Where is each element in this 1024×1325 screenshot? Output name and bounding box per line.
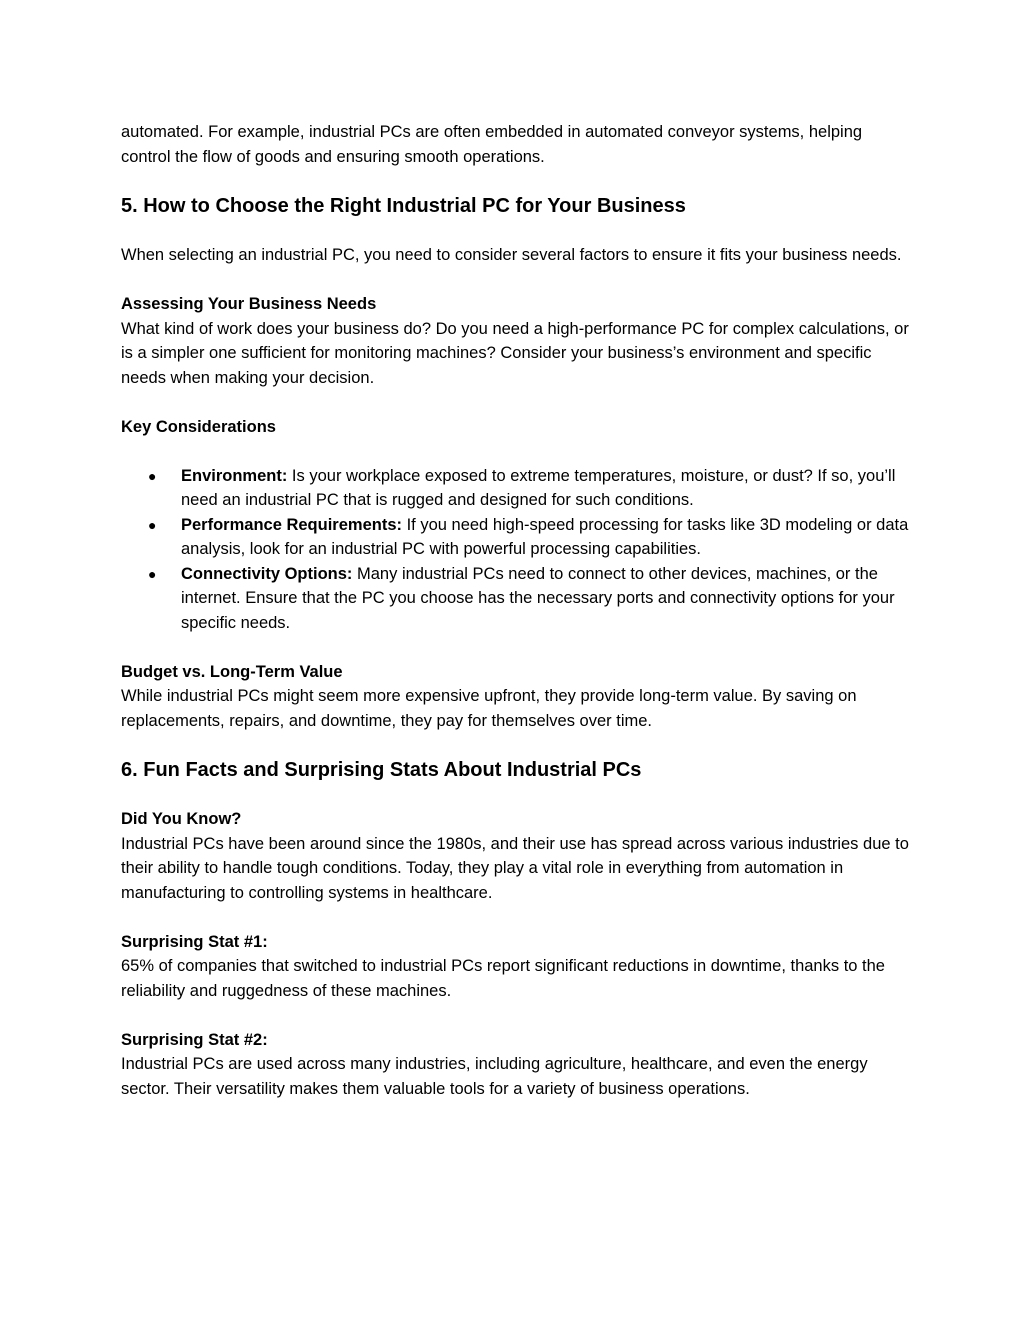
list-item-label: Environment: xyxy=(181,466,288,485)
list-item xyxy=(148,513,911,562)
did-you-know-heading: Did You Know? xyxy=(121,810,242,828)
list-item-label: Connectivity Options: xyxy=(181,564,353,583)
section-5-intro: When selecting an industrial PC, you need to consider several factors to ensure it fits your business needs. xyxy=(121,246,902,264)
assessing-heading: Assessing Your Business Needs xyxy=(121,295,377,313)
stat-1-body: 65% of companies that switched to industrial PCs report significant reductions in downtime, thanks to the reliability and ruggedness of these machines. xyxy=(121,957,885,1000)
bullet-icon: ● xyxy=(148,516,157,533)
did-you-know-block xyxy=(121,807,911,905)
bullet-icon: ● xyxy=(148,565,157,582)
stat-1-heading: Surprising Stat #1: xyxy=(121,932,268,951)
key-considerations-list xyxy=(121,464,911,636)
stat-2-block xyxy=(121,1028,911,1102)
budget-block xyxy=(121,660,911,734)
section-5-title: 5. How to Choose the Right Industrial PC for Your Business xyxy=(121,195,686,217)
assessing-block xyxy=(121,292,911,390)
list-item-label: Performance Requirements: xyxy=(181,515,402,534)
list-item xyxy=(148,562,911,636)
list-item-text: If you need high-speed processing for tasks like 3D modeling or data analysis, look for an industrial PC with powerful processing capabilities. xyxy=(181,515,909,558)
list-item-text: Many industrial PCs need to connect to other devices, machines, or the internet. Ensure that the PC you choose has the necessary ports and connectivity options for your specific needs. xyxy=(181,564,895,632)
budget-heading: Budget vs. Long-Term Value xyxy=(121,662,343,681)
stat-2-heading: Surprising Stat #2: xyxy=(121,1030,268,1049)
budget-body: While industrial PCs might seem more expensive upfront, they provide long-term value. By saving on replacements, repairs, and downtime, they pay for themselves over time. xyxy=(121,687,857,730)
did-you-know-body: Industrial PCs have been around since the 1980s, and their use has spread across various industries due to their ability to handle tough conditions. Today, they play a vital role in everything from automation in manufacturing to controlling systems in healthcare. xyxy=(121,834,909,902)
assessing-body: What kind of work does your business do? Do you need a high-performance PC for complex calculations, or is a simpler one sufficient for monitoring machines? Consider your business’s environment and specific needs when making your decision. xyxy=(121,319,909,387)
intro-paragraph: automated. For example, industrial PCs are often embedded in automated conveyor systems, helping control the flow of goods and ensuring smooth operations. xyxy=(121,123,863,166)
stat-2-body: Industrial PCs are used across many industries, including agriculture, healthcare, and even the energy sector. Their versatility makes them valuable tools for a variety of business operations. xyxy=(121,1055,868,1098)
key-considerations-heading: Key Considerations xyxy=(121,417,276,436)
stat-1-block xyxy=(121,930,911,1004)
bullet-icon: ● xyxy=(148,467,157,484)
document-page xyxy=(121,120,911,1101)
list-item xyxy=(148,464,911,513)
section-6-title: 6. Fun Facts and Surprising Stats About Industrial PCs xyxy=(121,759,642,781)
list-item-text: Is your workplace exposed to extreme temperatures, moisture, or dust? If so, you’ll need an industrial PC that is rugged and designed for such conditions. xyxy=(181,466,896,509)
